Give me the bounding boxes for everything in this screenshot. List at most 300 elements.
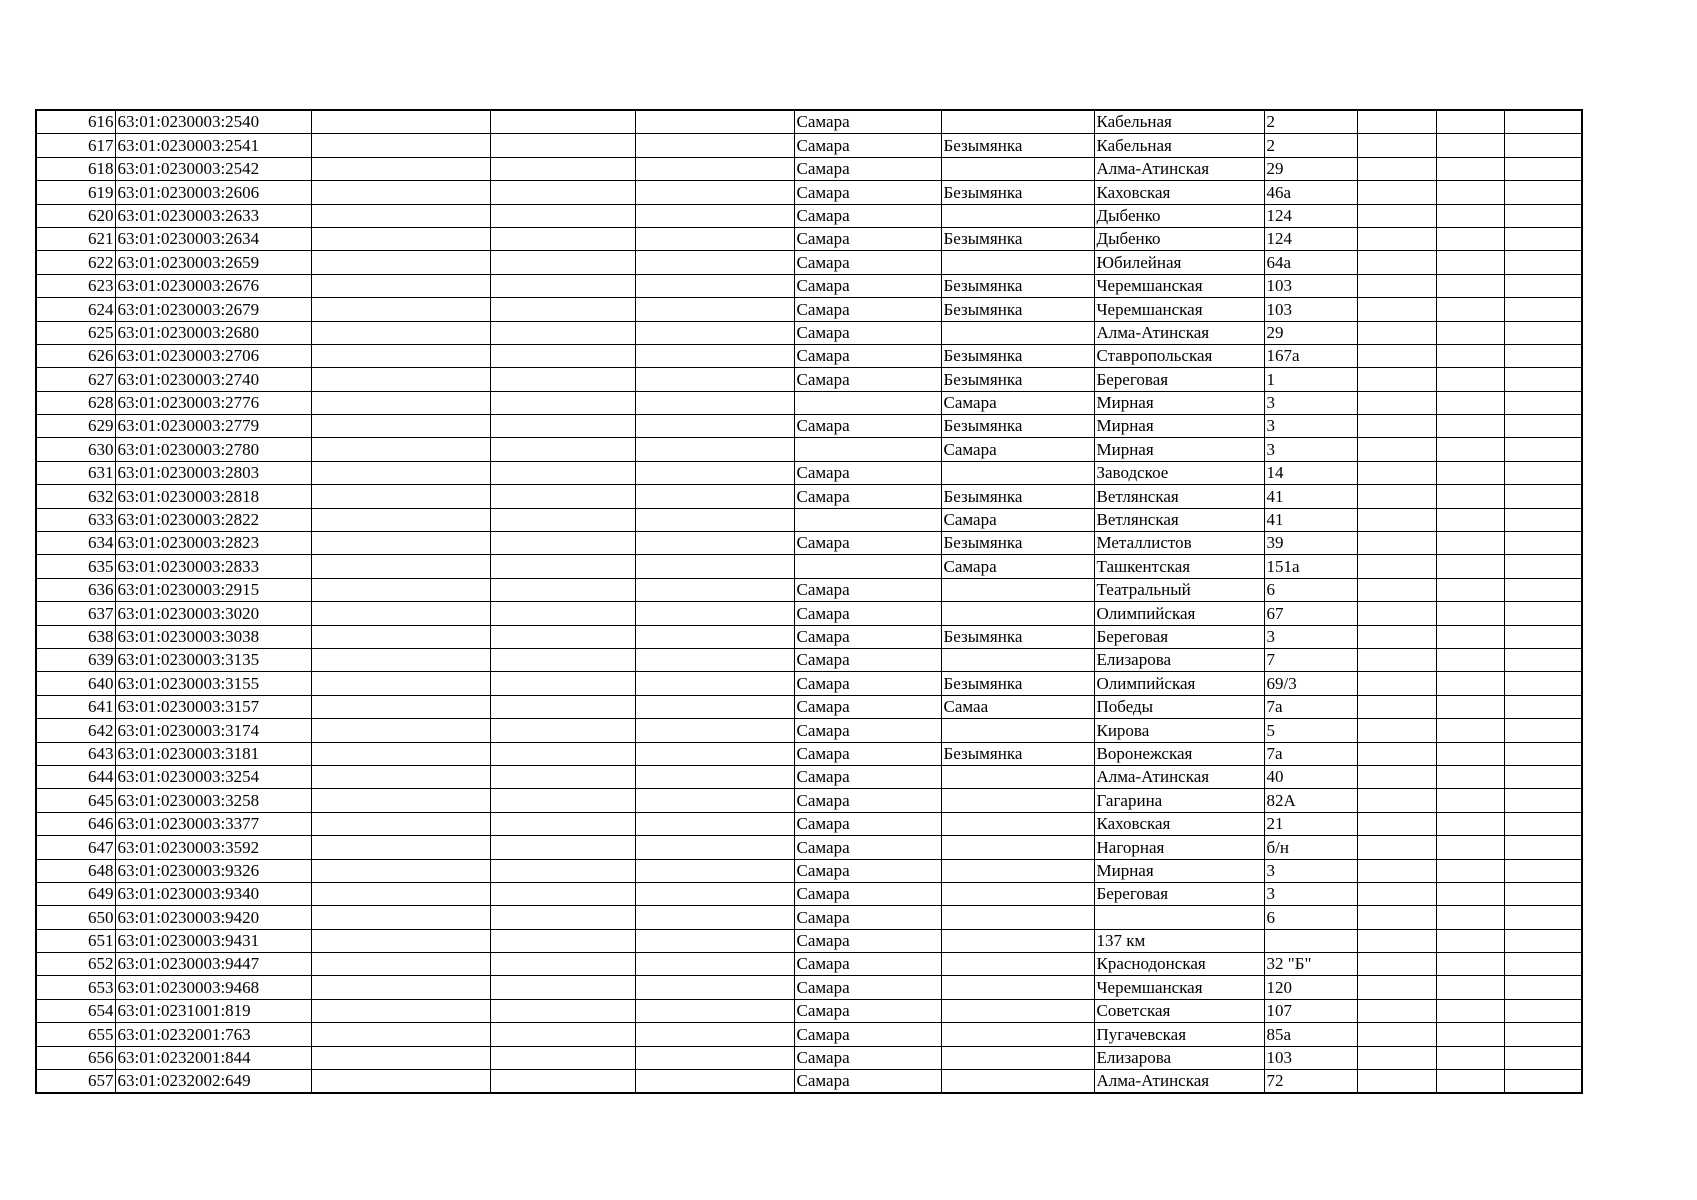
city-cell: Самара <box>794 321 941 344</box>
city-cell: Самара <box>794 368 941 391</box>
street-cell: Черемшанская <box>1094 298 1264 321</box>
street-cell: Ташкентская <box>1094 555 1264 578</box>
city-cell: Самара <box>794 953 941 976</box>
col-3-cell <box>311 695 490 718</box>
district-cell: Безымянка <box>941 415 1094 438</box>
cadastral-number-cell: 63:01:0230003:2823 <box>115 532 311 555</box>
col-4-cell <box>490 204 635 227</box>
street-cell: Мирная <box>1094 415 1264 438</box>
col-3-cell <box>311 789 490 812</box>
table-row <box>36 929 1582 952</box>
district-cell: Безымянка <box>941 625 1094 648</box>
city-cell: Самара <box>794 882 941 905</box>
col-12-cell <box>1504 625 1582 648</box>
street-cell: Алма-Атинская <box>1094 157 1264 180</box>
row-number-cell: 649 <box>36 882 115 905</box>
col-12-cell <box>1504 836 1582 859</box>
col-5-cell <box>635 298 794 321</box>
house-cell: 5 <box>1264 719 1357 742</box>
col-10-cell <box>1357 789 1436 812</box>
table-row <box>36 578 1582 601</box>
col-3-cell <box>311 812 490 835</box>
house-cell: 64а <box>1264 251 1357 274</box>
house-cell: 124 <box>1264 227 1357 250</box>
col-5-cell <box>635 906 794 929</box>
col-5-cell <box>635 672 794 695</box>
col-10-cell <box>1357 204 1436 227</box>
street-cell: Пугачевская <box>1094 1023 1264 1046</box>
row-number-cell: 638 <box>36 625 115 648</box>
col-10-cell <box>1357 836 1436 859</box>
cadastral-number-cell: 63:01:0230003:2542 <box>115 157 311 180</box>
col-10-cell <box>1357 1023 1436 1046</box>
col-10-cell <box>1357 134 1436 157</box>
city-cell: Самара <box>794 251 941 274</box>
col-12-cell <box>1504 485 1582 508</box>
district-cell: Самара <box>941 508 1094 531</box>
col-10-cell <box>1357 321 1436 344</box>
district-cell <box>941 976 1094 999</box>
col-3-cell <box>311 742 490 765</box>
col-12-cell <box>1504 204 1582 227</box>
col-4-cell <box>490 859 635 882</box>
col-5-cell <box>635 976 794 999</box>
col-5-cell <box>635 227 794 250</box>
col-5-cell <box>635 719 794 742</box>
house-cell: б/н <box>1264 836 1357 859</box>
street-cell: Нагорная <box>1094 836 1264 859</box>
district-cell <box>941 719 1094 742</box>
table-row <box>36 508 1582 531</box>
row-number-cell: 617 <box>36 134 115 157</box>
col-11-cell <box>1436 672 1504 695</box>
table-row <box>36 438 1582 461</box>
row-number-cell: 642 <box>36 719 115 742</box>
col-10-cell <box>1357 742 1436 765</box>
col-12-cell <box>1504 438 1582 461</box>
row-number-cell: 618 <box>36 157 115 180</box>
col-5-cell <box>635 1046 794 1069</box>
col-11-cell <box>1436 415 1504 438</box>
row-number-cell: 625 <box>36 321 115 344</box>
col-10-cell <box>1357 953 1436 976</box>
city-cell <box>794 508 941 531</box>
cadastral-number-cell: 63:01:0231001:819 <box>115 999 311 1022</box>
col-5-cell <box>635 321 794 344</box>
row-number-cell: 645 <box>36 789 115 812</box>
col-11-cell <box>1436 719 1504 742</box>
col-5-cell <box>635 578 794 601</box>
col-12-cell <box>1504 298 1582 321</box>
col-4-cell <box>490 110 635 134</box>
col-4-cell <box>490 765 635 788</box>
col-4-cell <box>490 953 635 976</box>
row-number-cell: 623 <box>36 274 115 297</box>
col-12-cell <box>1504 134 1582 157</box>
district-cell <box>941 251 1094 274</box>
col-5-cell <box>635 274 794 297</box>
col-10-cell <box>1357 672 1436 695</box>
street-cell: 137 км <box>1094 929 1264 952</box>
house-cell: 3 <box>1264 438 1357 461</box>
row-number-cell: 627 <box>36 368 115 391</box>
col-4-cell <box>490 578 635 601</box>
col-5-cell <box>635 882 794 905</box>
city-cell: Самара <box>794 415 941 438</box>
col-4-cell <box>490 625 635 648</box>
col-10-cell <box>1357 1070 1436 1094</box>
row-number-cell: 653 <box>36 976 115 999</box>
row-number-cell: 655 <box>36 1023 115 1046</box>
street-cell: Черемшанская <box>1094 976 1264 999</box>
district-cell: Безымянка <box>941 532 1094 555</box>
street-cell: Черемшанская <box>1094 274 1264 297</box>
cadastral-number-cell: 63:01:0230003:9447 <box>115 953 311 976</box>
cadastral-number-cell: 63:01:0230003:2633 <box>115 204 311 227</box>
district-cell <box>941 461 1094 484</box>
city-cell: Самара <box>794 836 941 859</box>
city-cell <box>794 391 941 414</box>
city-cell <box>794 555 941 578</box>
col-4-cell <box>490 742 635 765</box>
district-cell: Безымянка <box>941 274 1094 297</box>
district-cell <box>941 157 1094 180</box>
city-cell: Самара <box>794 602 941 625</box>
city-cell: Самара <box>794 719 941 742</box>
col-11-cell <box>1436 812 1504 835</box>
street-cell: Юбилейная <box>1094 251 1264 274</box>
street-cell: Кабельная <box>1094 110 1264 134</box>
col-3-cell <box>311 485 490 508</box>
col-3-cell <box>311 204 490 227</box>
table-row <box>36 485 1582 508</box>
row-number-cell: 656 <box>36 1046 115 1069</box>
district-cell <box>941 1023 1094 1046</box>
table-row <box>36 602 1582 625</box>
row-number-cell: 619 <box>36 181 115 204</box>
cadastral-number-cell: 63:01:0230003:2776 <box>115 391 311 414</box>
col-11-cell <box>1436 999 1504 1022</box>
col-5-cell <box>635 742 794 765</box>
col-11-cell <box>1436 485 1504 508</box>
col-3-cell <box>311 602 490 625</box>
house-cell: 151а <box>1264 555 1357 578</box>
col-10-cell <box>1357 812 1436 835</box>
col-3-cell <box>311 181 490 204</box>
house-cell: 32 "Б" <box>1264 953 1357 976</box>
col-5-cell <box>635 836 794 859</box>
col-4-cell <box>490 368 635 391</box>
col-4-cell <box>490 415 635 438</box>
col-3-cell <box>311 1046 490 1069</box>
city-cell: Самара <box>794 461 941 484</box>
city-cell: Самара <box>794 532 941 555</box>
city-cell: Самара <box>794 906 941 929</box>
city-cell: Самара <box>794 578 941 601</box>
col-4-cell <box>490 999 635 1022</box>
col-12-cell <box>1504 415 1582 438</box>
house-cell: 7а <box>1264 742 1357 765</box>
cadastral-number-cell: 63:01:0230003:3155 <box>115 672 311 695</box>
col-10-cell <box>1357 485 1436 508</box>
district-cell: Безымянка <box>941 485 1094 508</box>
col-10-cell <box>1357 415 1436 438</box>
col-4-cell <box>490 1070 635 1094</box>
street-cell: Металлистов <box>1094 532 1264 555</box>
col-5-cell <box>635 157 794 180</box>
col-12-cell <box>1504 999 1582 1022</box>
col-11-cell <box>1436 789 1504 812</box>
col-11-cell <box>1436 625 1504 648</box>
district-cell <box>941 648 1094 671</box>
col-4-cell <box>490 812 635 835</box>
col-10-cell <box>1357 181 1436 204</box>
col-4-cell <box>490 227 635 250</box>
col-3-cell <box>311 648 490 671</box>
house-cell: 7 <box>1264 648 1357 671</box>
district-cell: Безымянка <box>941 134 1094 157</box>
col-4-cell <box>490 1046 635 1069</box>
street-cell: Каховская <box>1094 812 1264 835</box>
col-10-cell <box>1357 532 1436 555</box>
table-row <box>36 882 1582 905</box>
cadastral-number-cell: 63:01:0230003:3020 <box>115 602 311 625</box>
house-cell: 6 <box>1264 578 1357 601</box>
district-cell: Безымянка <box>941 672 1094 695</box>
col-3-cell <box>311 368 490 391</box>
cadastral-number-cell: 63:01:0230003:2540 <box>115 110 311 134</box>
table-row <box>36 532 1582 555</box>
col-12-cell <box>1504 532 1582 555</box>
table-row <box>36 719 1582 742</box>
table-row <box>36 1046 1582 1069</box>
house-cell: 3 <box>1264 859 1357 882</box>
row-number-cell: 652 <box>36 953 115 976</box>
row-number-cell: 628 <box>36 391 115 414</box>
cadastral-number-cell: 63:01:0230003:2915 <box>115 578 311 601</box>
row-number-cell: 635 <box>36 555 115 578</box>
row-number-cell: 648 <box>36 859 115 882</box>
col-12-cell <box>1504 882 1582 905</box>
col-3-cell <box>311 859 490 882</box>
col-5-cell <box>635 602 794 625</box>
col-10-cell <box>1357 719 1436 742</box>
col-5-cell <box>635 438 794 461</box>
city-cell: Самара <box>794 812 941 835</box>
district-cell: Самара <box>941 391 1094 414</box>
col-11-cell <box>1436 695 1504 718</box>
col-12-cell <box>1504 508 1582 531</box>
house-cell: 69/3 <box>1264 672 1357 695</box>
col-10-cell <box>1357 882 1436 905</box>
col-3-cell <box>311 1070 490 1094</box>
col-5-cell <box>635 625 794 648</box>
cadastral-number-cell: 63:01:0230003:3258 <box>115 789 311 812</box>
col-10-cell <box>1357 999 1436 1022</box>
col-3-cell <box>311 765 490 788</box>
cadastral-number-cell: 63:01:0230003:3592 <box>115 836 311 859</box>
street-cell: Воронежская <box>1094 742 1264 765</box>
house-cell: 85а <box>1264 1023 1357 1046</box>
col-11-cell <box>1436 251 1504 274</box>
house-cell: 82А <box>1264 789 1357 812</box>
col-11-cell <box>1436 391 1504 414</box>
table-row <box>36 368 1582 391</box>
table-row <box>36 672 1582 695</box>
row-number-cell: 641 <box>36 695 115 718</box>
col-12-cell <box>1504 1070 1582 1094</box>
col-12-cell <box>1504 976 1582 999</box>
street-cell: Мирная <box>1094 391 1264 414</box>
col-4-cell <box>490 157 635 180</box>
cadastral-number-cell: 63:01:0230003:2706 <box>115 344 311 367</box>
col-5-cell <box>635 812 794 835</box>
house-cell: 3 <box>1264 882 1357 905</box>
cadastral-number-cell: 63:01:0232001:763 <box>115 1023 311 1046</box>
col-11-cell <box>1436 742 1504 765</box>
col-4-cell <box>490 181 635 204</box>
row-number-cell: 622 <box>36 251 115 274</box>
col-3-cell <box>311 625 490 648</box>
city-cell: Самара <box>794 672 941 695</box>
col-10-cell <box>1357 227 1436 250</box>
street-cell <box>1094 906 1264 929</box>
city-cell: Самара <box>794 929 941 952</box>
house-cell: 39 <box>1264 532 1357 555</box>
table-row <box>36 298 1582 321</box>
col-5-cell <box>635 344 794 367</box>
col-11-cell <box>1436 204 1504 227</box>
col-10-cell <box>1357 765 1436 788</box>
cadastral-number-cell: 63:01:0230003:2676 <box>115 274 311 297</box>
district-cell <box>941 765 1094 788</box>
col-11-cell <box>1436 438 1504 461</box>
col-3-cell <box>311 836 490 859</box>
table-row <box>36 251 1582 274</box>
row-number-cell: 620 <box>36 204 115 227</box>
table-row <box>36 765 1582 788</box>
col-10-cell <box>1357 578 1436 601</box>
col-4-cell <box>490 882 635 905</box>
house-cell: 3 <box>1264 625 1357 648</box>
city-cell: Самара <box>794 181 941 204</box>
col-11-cell <box>1436 532 1504 555</box>
row-number-cell: 630 <box>36 438 115 461</box>
house-cell: 167а <box>1264 344 1357 367</box>
street-cell: Береговая <box>1094 368 1264 391</box>
col-12-cell <box>1504 344 1582 367</box>
col-11-cell <box>1436 1070 1504 1094</box>
col-12-cell <box>1504 461 1582 484</box>
col-4-cell <box>490 648 635 671</box>
street-cell: Дыбенко <box>1094 204 1264 227</box>
house-cell: 120 <box>1264 976 1357 999</box>
col-12-cell <box>1504 906 1582 929</box>
cadastral-number-cell: 63:01:0230003:9326 <box>115 859 311 882</box>
district-cell <box>941 602 1094 625</box>
table-row <box>36 391 1582 414</box>
col-10-cell <box>1357 274 1436 297</box>
col-5-cell <box>635 648 794 671</box>
col-11-cell <box>1436 602 1504 625</box>
cadastral-number-cell: 63:01:0230003:9420 <box>115 906 311 929</box>
col-3-cell <box>311 391 490 414</box>
table-row <box>36 859 1582 882</box>
house-cell <box>1264 929 1357 952</box>
col-4-cell <box>490 508 635 531</box>
cadastral-number-cell: 63:01:0230003:2541 <box>115 134 311 157</box>
table-row <box>36 742 1582 765</box>
row-number-cell: 639 <box>36 648 115 671</box>
district-cell: Безымянка <box>941 344 1094 367</box>
col-3-cell <box>311 719 490 742</box>
col-10-cell <box>1357 438 1436 461</box>
col-3-cell <box>311 344 490 367</box>
row-number-cell: 647 <box>36 836 115 859</box>
row-number-cell: 643 <box>36 742 115 765</box>
city-cell <box>794 438 941 461</box>
col-12-cell <box>1504 321 1582 344</box>
cadastral-number-cell: 63:01:0230003:2659 <box>115 251 311 274</box>
col-12-cell <box>1504 227 1582 250</box>
street-cell: Алма-Атинская <box>1094 1070 1264 1094</box>
house-cell: 103 <box>1264 274 1357 297</box>
table-row <box>36 648 1582 671</box>
row-number-cell: 633 <box>36 508 115 531</box>
street-cell: Алма-Атинская <box>1094 321 1264 344</box>
col-5-cell <box>635 532 794 555</box>
col-5-cell <box>635 251 794 274</box>
col-4-cell <box>490 906 635 929</box>
col-10-cell <box>1357 859 1436 882</box>
col-3-cell <box>311 134 490 157</box>
col-4-cell <box>490 344 635 367</box>
col-12-cell <box>1504 929 1582 952</box>
district-cell <box>941 789 1094 812</box>
street-cell: Мирная <box>1094 859 1264 882</box>
col-5-cell <box>635 765 794 788</box>
col-4-cell <box>490 836 635 859</box>
house-cell: 103 <box>1264 1046 1357 1069</box>
table-body <box>36 110 1582 1093</box>
col-11-cell <box>1436 157 1504 180</box>
col-12-cell <box>1504 1046 1582 1069</box>
col-3-cell <box>311 438 490 461</box>
district-cell <box>941 906 1094 929</box>
city-cell: Самара <box>794 999 941 1022</box>
district-cell: Безымянка <box>941 742 1094 765</box>
house-cell: 29 <box>1264 157 1357 180</box>
col-10-cell <box>1357 976 1436 999</box>
table-row <box>36 227 1582 250</box>
cadastral-number-cell: 63:01:0230003:2634 <box>115 227 311 250</box>
col-11-cell <box>1436 859 1504 882</box>
city-cell: Самара <box>794 204 941 227</box>
cadastral-number-cell: 63:01:0230003:2833 <box>115 555 311 578</box>
house-cell: 3 <box>1264 415 1357 438</box>
col-4-cell <box>490 298 635 321</box>
cadastral-number-cell: 63:01:0232002:649 <box>115 1070 311 1094</box>
house-cell: 72 <box>1264 1070 1357 1094</box>
col-4-cell <box>490 719 635 742</box>
col-4-cell <box>490 274 635 297</box>
cadastral-number-cell: 63:01:0230003:2680 <box>115 321 311 344</box>
col-10-cell <box>1357 1046 1436 1069</box>
col-5-cell <box>635 461 794 484</box>
row-number-cell: 626 <box>36 344 115 367</box>
district-cell <box>941 204 1094 227</box>
col-12-cell <box>1504 789 1582 812</box>
